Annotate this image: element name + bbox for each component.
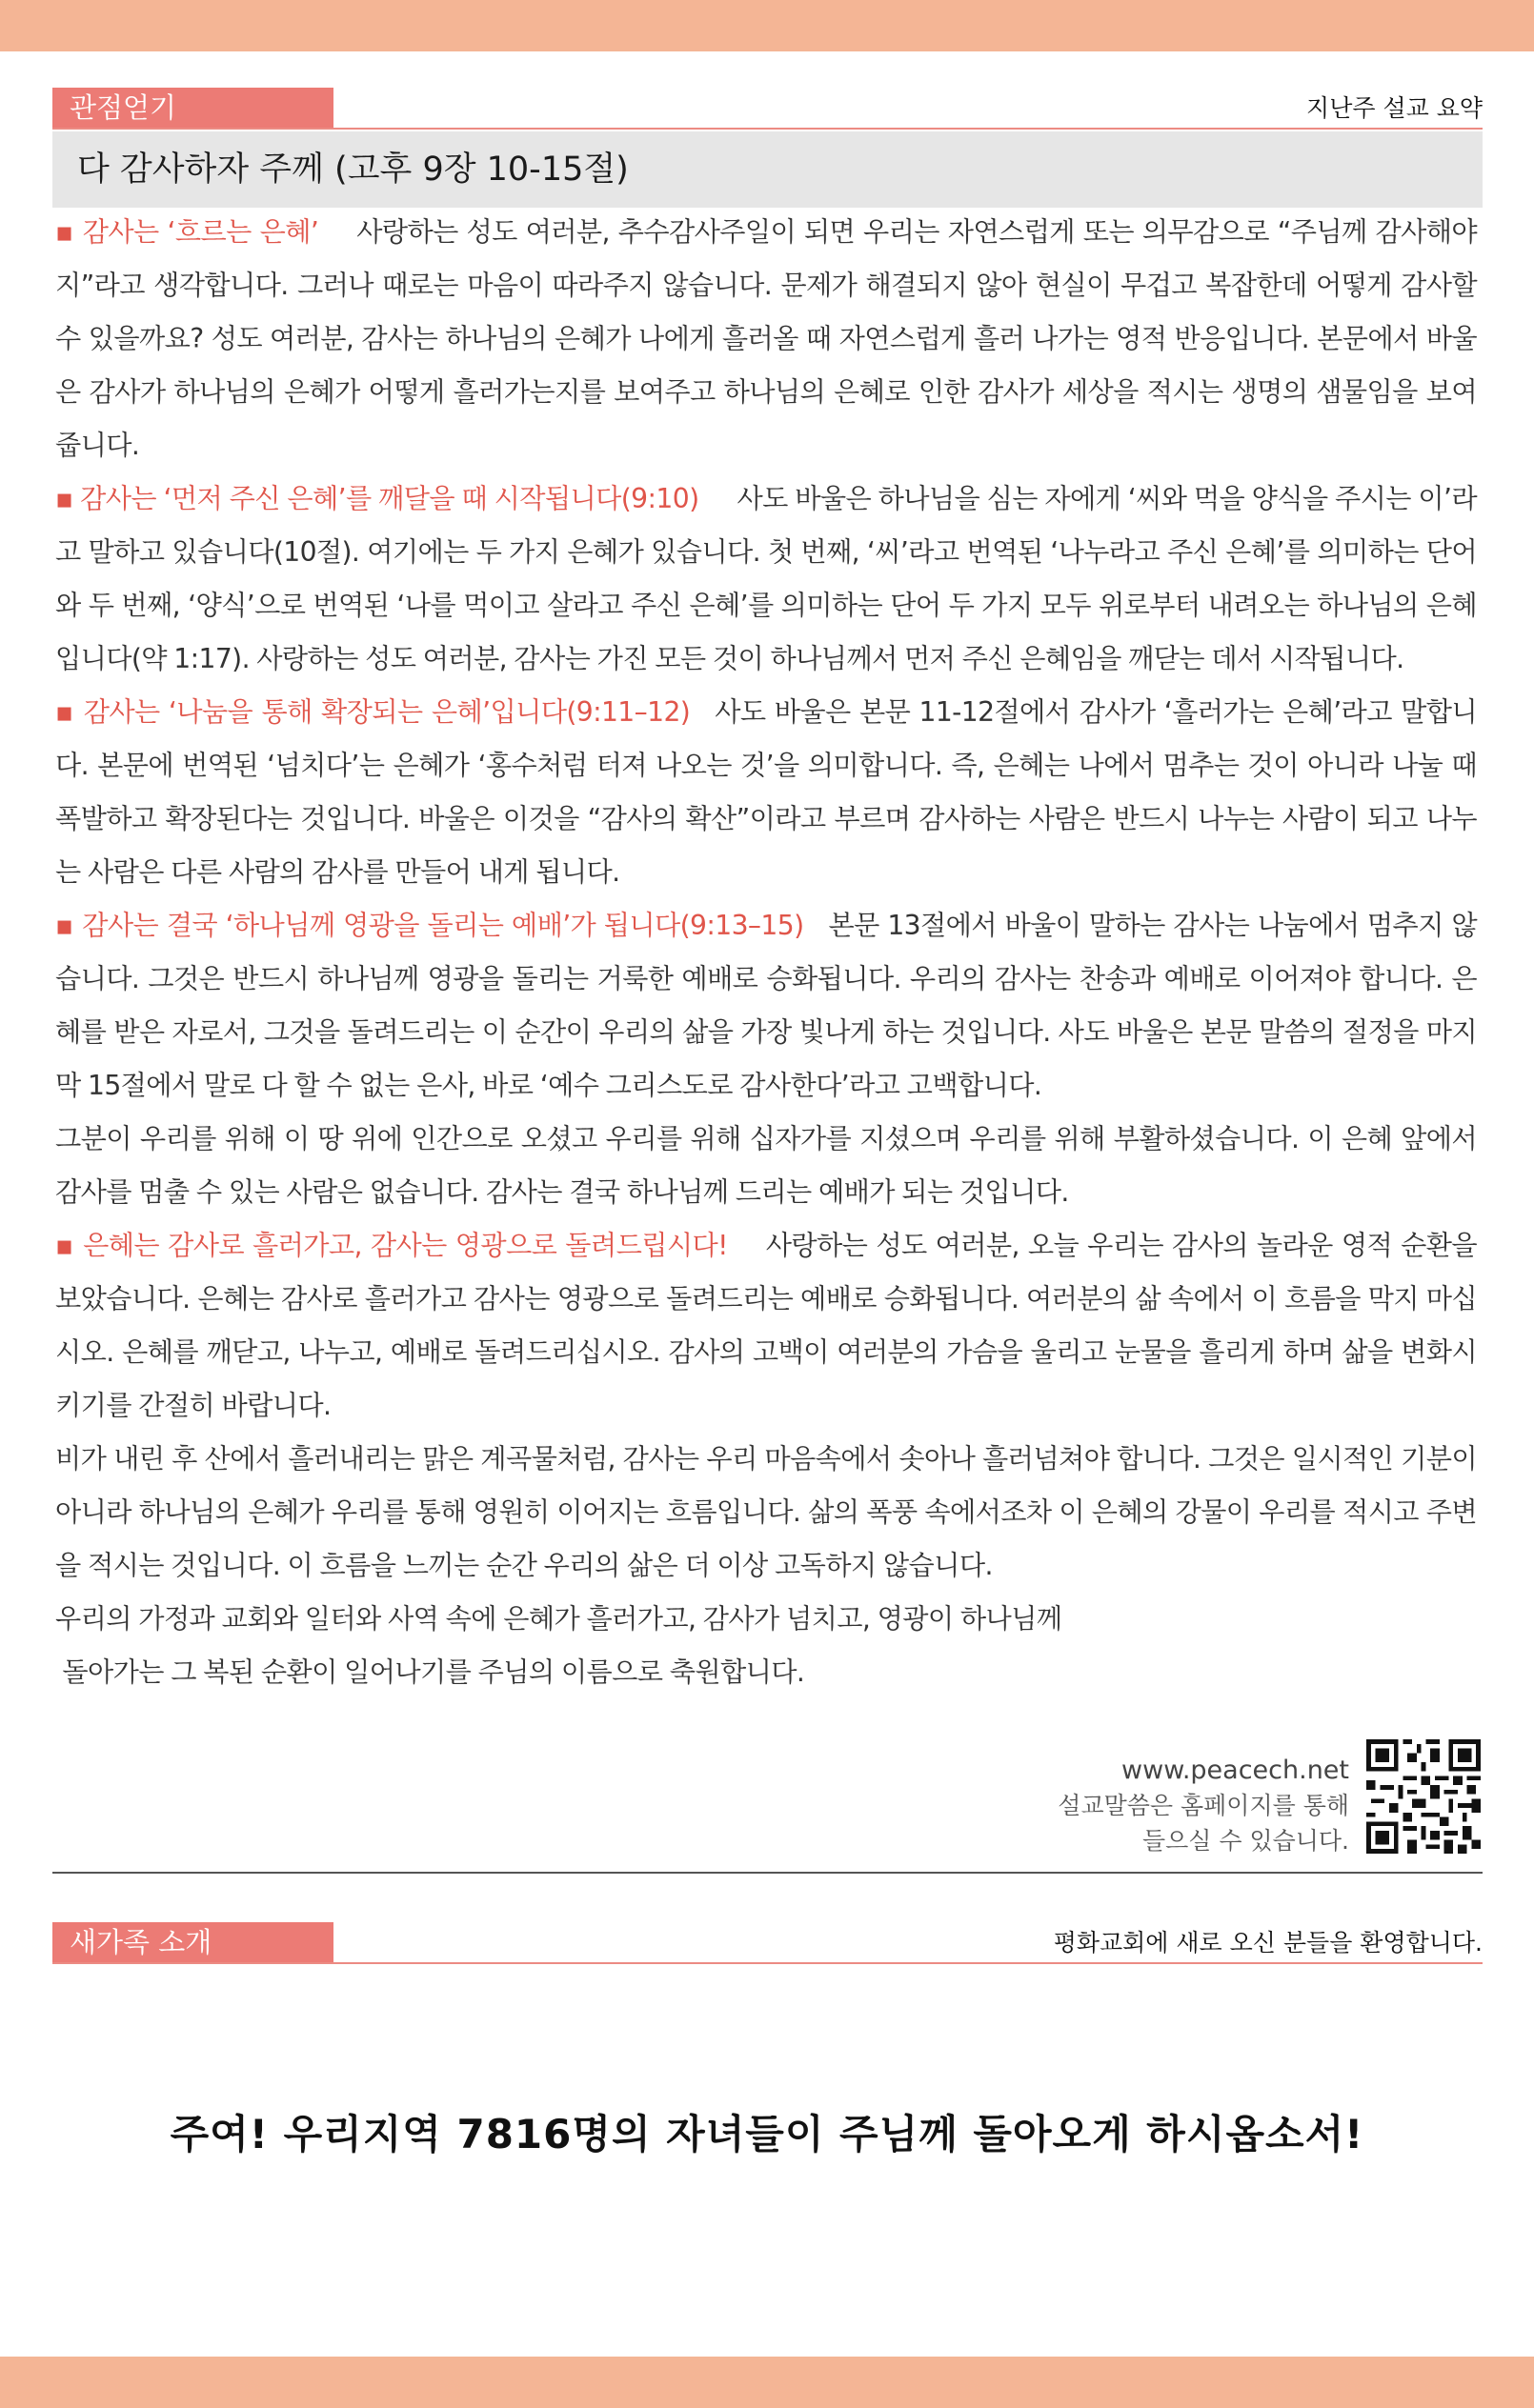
section-divider [52,1872,1483,1874]
newfamily-section-subtitle: 평화교회에 새로 오신 분들을 환영합니다. [1053,1929,1483,1956]
paragraph-text: 그분이 우리를 위해 이 땅 위에 인간으로 오셨고 우리를 위해 십자가를 지셨으며 우리를 위해 부활하셨습니다. 이 은혜 앞에서 감사를 멈출 수 있는 사람은 없습니다. 감사는 결국 하나님께 드리는 예배가 되는 것입니다. [55,1123,1477,1208]
sermon-paragraph [55,686,1477,899]
paragraph-heading: ▪ 감사는 결국 ‘하나님께 영광을 돌리는 예배’가 됩니다(9:13–15) [55,910,804,941]
paragraph-heading: ▪ 감사는 ‘먼저 주신 은혜’를 깨달을 때 시작됩니다(9:10) [55,483,699,514]
paragraph-heading: ▪ 감사는 ‘나눔을 통해 확장되는 은혜’입니다(9:11–12) [55,696,691,728]
paragraph-text: 사도 바울은 본문 11-12절에서 감사가 ‘흘러가는 은혜’라고 말합니다. 본문에 번역된 ‘넘치다’는 은혜가 ‘홍수처럼 터져 나오는 것’을 의미합니다. 즉, 은혜는 나에서 멈추는 것이 아니라 나눌 때 폭발하고 확장된다는 것입니다. 바울은 이것을 “감사의 확산”이라고 부르며 감사하는 사람은 반드시 나누는 사람이 되고 나누는 사람은 다른 사람의 감사를 만들어 내게 됩니다. [55,696,1478,888]
website-url[interactable]: www.peacech.net [1121,1756,1349,1785]
sermon-paragraph [55,206,1477,472]
sermon-paragraph [55,1219,1477,1433]
newfamily-section-tag: 새가족 소개 [52,1922,333,1962]
sermon-paragraph [55,1646,1477,1699]
sermon-section-header [52,86,1483,130]
website-info [1058,1753,1349,1858]
sermon-paragraph [55,899,1477,1113]
qr-code-icon[interactable] [1366,1739,1481,1854]
sermon-section-subtitle: 지난주 설교 요약 [1306,94,1483,122]
sermon-paragraph [55,472,1477,686]
paragraph-text: 비가 내린 후 산에서 흘러내리는 맑은 계곡물처럼, 감사는 우리 마음속에서 솟아나 흘러넘쳐야 합니다. 그것은 일시적인 기분이 아니라 하나님의 은혜가 우리를 통해 영원히 이어지는 흐름입니다. 삶의 폭풍 속에서조차 이 은혜의 강물이 우리를 적시고 주변을 적시는 것입니다. 이 흐름을 느끼는 순간 우리의 삶은 더 이상 고독하지 않습니다. [55,1443,1477,1581]
sermon-paragraph [55,1593,1477,1646]
sermon-section-tag: 관점얻기 [52,88,333,128]
website-note-line1: 설교말씀은 홈페이지를 통해 [1058,1792,1349,1819]
website-note-line2: 들으실 수 있습니다. [1141,1827,1349,1855]
paragraph-heading: ▪ 은혜는 감사로 흘러가고, 감사는 영광으로 돌려드립시다! [55,1230,728,1261]
paragraph-text: 본문 13절에서 바울이 말하는 감사는 나눔에서 멈추지 않습니다. 그것은 반드시 하나님께 영광을 돌리는 거룩한 예배로 승화됩니다. 우리의 감사는 찬송과 예배로 이어져야 합니다. 은혜를 받은 자로서, 그것을 돌려드리는 이 순간이 우리의 삶을 가장 빛나게 하는 것입니다. 사도 바울은 본문 말씀의 절정을 마지막 15절에서 말로 다 할 수 없는 은사, 바로 ‘예수 그리스도로 감사한다’라고 고백합니다. [55,910,1478,1101]
sermon-body [55,206,1477,1699]
paragraph-text: 돌아가는 그 복된 순환이 일어나기를 주님의 이름으로 축원합니다. [55,1656,805,1688]
sermon-paragraph [55,1433,1477,1593]
newfamily-section-header [52,1920,1483,1964]
sermon-title: 다 감사하자 주께 (고후 9장 10-15절) [52,131,1483,208]
paragraph-text: 사랑하는 성도 여러분, 오늘 우리는 감사의 놀라운 영적 순환을 보았습니다. 은혜는 감사로 흘러가고 감사는 영광으로 돌려드리는 예배로 승화됩니다. 여러분의 삶 속에서 이 흐름을 막지 마십시오. 은혜를 깨닫고, 나누고, 예배로 돌려드리십시오. 감사의 고백이 여러분의 가슴을 울리고 눈물을 흘리게 하며 삶을 변화시키기를 간절히 바랍니다. [55,1230,1477,1421]
paragraph-text: 우리의 가정과 교회와 일터와 사역 속에 은혜가 흘러가고, 감사가 넘치고, 영광이 하나님께 [55,1603,1062,1635]
prayer-banner: 주여! 우리지역 7816명의 자녀들이 주님께 돌아오게 하시옵소서! [170,2111,1364,2157]
sermon-paragraph [55,1113,1477,1219]
bottom-band [0,2357,1534,2408]
paragraph-text: 사랑하는 성도 여러분, 추수감사주일이 되면 우리는 자연스럽게 또는 의무감으로 “주님께 감사해야지”라고 생각합니다. 그러나 때로는 마음이 따라주지 않습니다. 문제가 해결되지 않아 현실이 무겁고 복잡한데 어떻게 감사할 수 있을까요? 성도 여러분, 감사는 하나님의 은혜가 나에게 흘러올 때 자연스럽게 흘러 나가는 영적 반응입니다. 본문에서 바울은 감사가 하나님의 은혜가 어떻게 흘러가는지를 보여주고 하나님의 은혜로 인한 감사가 세상을 적시는 생명의 샘물임을 보여줍니다. [55,216,1477,461]
paragraph-text: 사도 바울은 하나님을 심는 자에게 ‘씨와 먹을 양식을 주시는 이’라고 말하고 있습니다(10절). 여기에는 두 가지 은혜가 있습니다. 첫 번째, ‘씨’라고 번역된 ‘나누라고 주신 은혜’를 의미하는 단어와 두 번째, ‘양식’으로 번역된 ‘나를 먹이고 살라고 주신 은혜’를 의미하는 단어 두 가지 모두 위로부터 내려오는 하나님의 은혜입니다(약 1:17). 사랑하는 성도 여러분, 감사는 가진 모든 것이 하나님께서 먼저 주신 은혜임을 깨닫는 데서 시작됩니다. [55,483,1477,674]
top-band [0,0,1534,51]
paragraph-heading: ▪ 감사는 ‘흐르는 은혜’ [55,216,319,248]
